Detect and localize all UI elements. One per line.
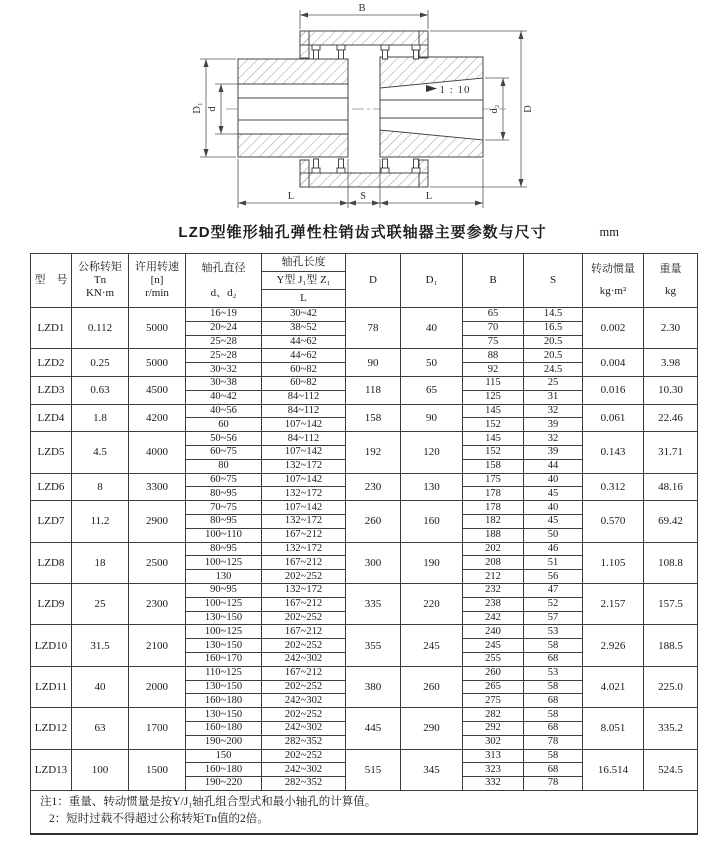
s-cell: 25: [524, 376, 583, 390]
notes-cell: [31, 790, 698, 834]
bore-diameter-cell: 100~110: [186, 528, 262, 542]
spec-table: [30, 253, 698, 835]
weight-cell: 335.2: [644, 708, 698, 749]
inertia-cell: 0.002: [583, 308, 644, 349]
bore-diameter-cell: 130~150: [186, 708, 262, 722]
s-cell: 32: [524, 432, 583, 446]
bore-length-cell: 202~252: [262, 749, 346, 763]
s-cell: 57: [524, 611, 583, 625]
weight-cell: 48.16: [644, 473, 698, 501]
note-1: 注1：重量、转动惯量是按Y/J₁轴孔组合型式和最小轴孔的计算值。: [40, 795, 377, 808]
bore-diameter-cell: 190~200: [186, 735, 262, 749]
bore-length-cell: 107~142: [262, 445, 346, 459]
bore-diameter-cell: 25~28: [186, 349, 262, 363]
bore-diameter-cell: 20~24: [186, 321, 262, 335]
bore-length-cell: 202~252: [262, 570, 346, 584]
table-row: [31, 349, 698, 363]
inertia-cell: 0.061: [583, 404, 644, 432]
model-cell: LZD6: [31, 473, 72, 501]
s-cell: 56: [524, 570, 583, 584]
b-cell: 182: [463, 514, 524, 528]
b-cell: 178: [463, 487, 524, 501]
bore-diameter-cell: 25~28: [186, 335, 262, 349]
bore-diameter-cell: 16~19: [186, 308, 262, 322]
model-cell: LZD4: [31, 404, 72, 432]
d-cell: 300: [346, 542, 401, 583]
model-cell: LZD3: [31, 376, 72, 404]
dim-label-l-left: L: [287, 191, 295, 202]
model-cell: LZD12: [31, 708, 72, 749]
d-cell: 335: [346, 583, 401, 624]
table-row: [31, 404, 698, 418]
weight-cell: 10.30: [644, 376, 698, 404]
b-cell: 115: [463, 376, 524, 390]
b-cell: 240: [463, 625, 524, 639]
table-body: [31, 308, 698, 791]
d1-cell: 220: [401, 583, 463, 624]
table-row: [31, 473, 698, 487]
s-cell: 44: [524, 459, 583, 473]
s-cell: 32: [524, 404, 583, 418]
b-cell: 238: [463, 597, 524, 611]
s-cell: 78: [524, 735, 583, 749]
header-length-l: L: [262, 290, 346, 308]
inertia-cell: 0.312: [583, 473, 644, 501]
torque-cell: 1.8: [72, 404, 129, 432]
bore-length-cell: 202~252: [262, 639, 346, 653]
bore-length-cell: 167~212: [262, 556, 346, 570]
bore-length-cell: 84~112: [262, 432, 346, 446]
b-cell: 92: [463, 363, 524, 377]
s-cell: 68: [524, 763, 583, 777]
bore-length-cell: 202~252: [262, 708, 346, 722]
b-cell: 145: [463, 432, 524, 446]
d-cell: 90: [346, 349, 401, 377]
table-row: [31, 308, 698, 322]
header-bore-length: 轴孔长度: [262, 254, 346, 272]
bore-length-cell: 167~212: [262, 625, 346, 639]
gear-teeth-bottom: [312, 159, 420, 173]
table-row: [31, 625, 698, 639]
table-footer: [31, 790, 698, 834]
torque-cell: 8: [72, 473, 129, 501]
inertia-cell: 0.016: [583, 376, 644, 404]
b-cell: 242: [463, 611, 524, 625]
b-cell: 255: [463, 652, 524, 666]
b-cell: 75: [463, 335, 524, 349]
right-hub-section: [380, 57, 483, 157]
header-speed: 许用转速 [n] r/min: [129, 254, 186, 308]
d1-cell: 50: [401, 349, 463, 377]
bore-diameter-cell: 130~150: [186, 611, 262, 625]
speed-cell: 2900: [129, 501, 186, 542]
header-B: B: [463, 254, 524, 308]
inertia-cell: 0.143: [583, 432, 644, 473]
dim-label-s: S: [360, 191, 366, 202]
b-cell: 175: [463, 473, 524, 487]
s-cell: 58: [524, 749, 583, 763]
bore-length-cell: 38~52: [262, 321, 346, 335]
s-cell: 45: [524, 514, 583, 528]
dim-label-d1: D₁: [192, 102, 203, 114]
s-cell: 50: [524, 528, 583, 542]
inertia-cell: 2.926: [583, 625, 644, 666]
header-D1: D₁: [401, 254, 463, 308]
bore-diameter-cell: 60: [186, 418, 262, 432]
s-cell: 47: [524, 583, 583, 597]
torque-cell: 63: [72, 708, 129, 749]
weight-cell: 108.8: [644, 542, 698, 583]
left-hub-section: [238, 59, 348, 157]
bore-diameter-cell: 80~95: [186, 542, 262, 556]
d-cell: 192: [346, 432, 401, 473]
bore-diameter-cell: 130~150: [186, 680, 262, 694]
weight-cell: 157.5: [644, 583, 698, 624]
d-cell: 380: [346, 666, 401, 707]
speed-cell: 2300: [129, 583, 186, 624]
bore-diameter-cell: 190~220: [186, 777, 262, 791]
bore-length-cell: 60~82: [262, 363, 346, 377]
dim-label-l-right: L: [425, 191, 433, 202]
b-cell: 265: [463, 680, 524, 694]
table-row: [31, 432, 698, 446]
inertia-cell: 8.051: [583, 708, 644, 749]
b-cell: 188: [463, 528, 524, 542]
bore-diameter-cell: 130: [186, 570, 262, 584]
table-row: [31, 376, 698, 390]
header-bore-diameter: 轴孔直径 d、d₂: [186, 254, 262, 308]
model-cell: LZD13: [31, 749, 72, 790]
title-row: [0, 221, 725, 247]
header-torque: 公称转矩 Tn KN·m: [72, 254, 129, 308]
model-cell: LZD11: [31, 666, 72, 707]
bore-diameter-cell: 150: [186, 749, 262, 763]
b-cell: 152: [463, 418, 524, 432]
inertia-cell: 0.570: [583, 501, 644, 542]
bore-length-cell: 132~172: [262, 583, 346, 597]
speed-cell: 4200: [129, 404, 186, 432]
d-cell: 355: [346, 625, 401, 666]
b-cell: 323: [463, 763, 524, 777]
table-row: [31, 666, 698, 680]
torque-cell: 0.25: [72, 349, 129, 377]
bore-length-cell: 282~352: [262, 777, 346, 791]
d1-cell: 160: [401, 501, 463, 542]
d-cell: 260: [346, 501, 401, 542]
header-length-types: Y型 J₁型 Z₁: [262, 272, 346, 290]
s-cell: 14.5: [524, 308, 583, 322]
table-row: [31, 542, 698, 556]
bore-diameter-cell: 80~95: [186, 487, 262, 501]
d1-cell: 65: [401, 376, 463, 404]
bore-diameter-cell: 160~180: [186, 721, 262, 735]
model-cell: LZD5: [31, 432, 72, 473]
dim-label-d: d: [207, 106, 218, 112]
table-row: [31, 749, 698, 763]
d-cell: 118: [346, 376, 401, 404]
bore-diameter-cell: 30~32: [186, 363, 262, 377]
d1-cell: 245: [401, 625, 463, 666]
s-cell: 52: [524, 597, 583, 611]
s-cell: 78: [524, 777, 583, 791]
bore-diameter-cell: 70~75: [186, 501, 262, 515]
bore-length-cell: 44~62: [262, 349, 346, 363]
d-cell: 78: [346, 308, 401, 349]
coupling-drawing: [0, 0, 725, 218]
bore-diameter-cell: 40~42: [186, 390, 262, 404]
s-cell: 20.5: [524, 335, 583, 349]
taper-label: 1 : 10: [439, 84, 471, 96]
model-cell: LZD9: [31, 583, 72, 624]
weight-cell: 225.0: [644, 666, 698, 707]
bore-length-cell: 107~142: [262, 473, 346, 487]
b-cell: 152: [463, 445, 524, 459]
bore-length-cell: 132~172: [262, 514, 346, 528]
s-cell: 53: [524, 625, 583, 639]
bore-length-cell: 167~212: [262, 666, 346, 680]
bore-length-cell: 282~352: [262, 735, 346, 749]
d-cell: 445: [346, 708, 401, 749]
header-inertia: 转动惯量 kg·m²: [583, 254, 644, 308]
bore-length-cell: 242~302: [262, 694, 346, 708]
inertia-cell: 16.514: [583, 749, 644, 790]
s-cell: 58: [524, 639, 583, 653]
speed-cell: 3300: [129, 473, 186, 501]
weight-cell: 2.30: [644, 308, 698, 349]
inertia-cell: 1.105: [583, 542, 644, 583]
bore-length-cell: 202~252: [262, 680, 346, 694]
bore-diameter-cell: 80~95: [186, 514, 262, 528]
model-cell: LZD10: [31, 625, 72, 666]
torque-cell: 31.5: [72, 625, 129, 666]
torque-cell: 0.63: [72, 376, 129, 404]
table-row: [31, 708, 698, 722]
model-cell: LZD8: [31, 542, 72, 583]
b-cell: 332: [463, 777, 524, 791]
speed-cell: 2100: [129, 625, 186, 666]
speed-cell: 2000: [129, 666, 186, 707]
b-cell: 158: [463, 459, 524, 473]
speed-cell: 1500: [129, 749, 186, 790]
b-cell: 292: [463, 721, 524, 735]
bore-length-cell: 167~212: [262, 597, 346, 611]
b-cell: 70: [463, 321, 524, 335]
b-cell: 125: [463, 390, 524, 404]
s-cell: 31: [524, 390, 583, 404]
page-title: LZD型锥形轴孔弹性柱销齿式联轴器主要参数与尺寸: [178, 224, 547, 241]
d1-cell: 40: [401, 308, 463, 349]
bore-diameter-cell: 60~75: [186, 473, 262, 487]
bore-length-cell: 202~252: [262, 611, 346, 625]
torque-cell: 25: [72, 583, 129, 624]
bore-diameter-cell: 100~125: [186, 597, 262, 611]
bore-length-cell: 242~302: [262, 763, 346, 777]
speed-cell: 4500: [129, 376, 186, 404]
weight-cell: 31.71: [644, 432, 698, 473]
bore-diameter-cell: 160~180: [186, 694, 262, 708]
d1-cell: 345: [401, 749, 463, 790]
s-cell: 53: [524, 666, 583, 680]
dim-label-b: B: [358, 3, 366, 14]
s-cell: 45: [524, 487, 583, 501]
s-cell: 68: [524, 694, 583, 708]
s-cell: 68: [524, 652, 583, 666]
b-cell: 260: [463, 666, 524, 680]
s-cell: 68: [524, 721, 583, 735]
bore-length-cell: 30~42: [262, 308, 346, 322]
model-cell: LZD7: [31, 501, 72, 542]
speed-cell: 5000: [129, 349, 186, 377]
d1-cell: 90: [401, 404, 463, 432]
header-weight: 重量 kg: [644, 254, 698, 308]
b-cell: 212: [463, 570, 524, 584]
bore-diameter-cell: 160~170: [186, 652, 262, 666]
bore-length-cell: 132~172: [262, 487, 346, 501]
weight-cell: 188.5: [644, 625, 698, 666]
bore-length-cell: 60~82: [262, 376, 346, 390]
b-cell: 282: [463, 708, 524, 722]
weight-cell: 3.98: [644, 349, 698, 377]
unit-label: mm: [599, 225, 619, 239]
coupling-cross-section: [0, 0, 725, 218]
inertia-cell: 0.004: [583, 349, 644, 377]
model-cell: LZD2: [31, 349, 72, 377]
bore-length-cell: 107~142: [262, 501, 346, 515]
inertia-cell: 2.157: [583, 583, 644, 624]
s-cell: 40: [524, 473, 583, 487]
table-row: [31, 583, 698, 597]
torque-cell: 18: [72, 542, 129, 583]
bore-length-cell: 242~302: [262, 652, 346, 666]
inertia-cell: 4.021: [583, 666, 644, 707]
bore-length-cell: 107~142: [262, 418, 346, 432]
torque-cell: 11.2: [72, 501, 129, 542]
dim-label-d-outer: D: [523, 105, 534, 113]
b-cell: 313: [463, 749, 524, 763]
bore-length-cell: 44~62: [262, 335, 346, 349]
bore-diameter-cell: 160~180: [186, 763, 262, 777]
b-cell: 178: [463, 501, 524, 515]
torque-cell: 40: [72, 666, 129, 707]
bore-diameter-cell: 130~150: [186, 639, 262, 653]
d1-cell: 120: [401, 432, 463, 473]
s-cell: 46: [524, 542, 583, 556]
speed-cell: 4000: [129, 432, 186, 473]
s-cell: 16.5: [524, 321, 583, 335]
bore-length-cell: 242~302: [262, 721, 346, 735]
s-cell: 40: [524, 501, 583, 515]
s-cell: 24.5: [524, 363, 583, 377]
s-cell: 58: [524, 680, 583, 694]
d-cell: 230: [346, 473, 401, 501]
bore-length-cell: 84~112: [262, 404, 346, 418]
b-cell: 275: [463, 694, 524, 708]
s-cell: 20.5: [524, 349, 583, 363]
b-cell: 65: [463, 308, 524, 322]
bore-length-cell: 132~172: [262, 459, 346, 473]
bore-diameter-cell: 30~38: [186, 376, 262, 390]
d1-cell: 290: [401, 708, 463, 749]
s-cell: 58: [524, 708, 583, 722]
b-cell: 145: [463, 404, 524, 418]
header-model: 型 号: [31, 254, 72, 308]
torque-cell: 100: [72, 749, 129, 790]
speed-cell: 2500: [129, 542, 186, 583]
bore-diameter-cell: 80: [186, 459, 262, 473]
header-D: D: [346, 254, 401, 308]
d1-cell: 130: [401, 473, 463, 501]
bore-diameter-cell: 60~75: [186, 445, 262, 459]
b-cell: 208: [463, 556, 524, 570]
d-cell: 158: [346, 404, 401, 432]
bore-diameter-cell: 110~125: [186, 666, 262, 680]
bore-diameter-cell: 90~95: [186, 583, 262, 597]
bore-length-cell: 167~212: [262, 528, 346, 542]
table-row: [31, 501, 698, 515]
bore-length-cell: 132~172: [262, 542, 346, 556]
weight-cell: 524.5: [644, 749, 698, 790]
torque-cell: 0.112: [72, 308, 129, 349]
note-2: 2：短时过载不得超过公称转矩Tn值的2倍。: [49, 812, 269, 825]
bore-diameter-cell: 100~125: [186, 625, 262, 639]
bore-diameter-cell: 50~56: [186, 432, 262, 446]
table-header: [31, 254, 698, 308]
d1-cell: 260: [401, 666, 463, 707]
bore-length-cell: 84~112: [262, 390, 346, 404]
b-cell: 232: [463, 583, 524, 597]
b-cell: 302: [463, 735, 524, 749]
dimension-d1: [200, 59, 236, 157]
s-cell: 39: [524, 418, 583, 432]
s-cell: 39: [524, 445, 583, 459]
weight-cell: 22.46: [644, 404, 698, 432]
weight-cell: 69.42: [644, 501, 698, 542]
s-cell: 51: [524, 556, 583, 570]
header-S: S: [524, 254, 583, 308]
bore-diameter-cell: 40~56: [186, 404, 262, 418]
model-cell: LZD1: [31, 308, 72, 349]
speed-cell: 1700: [129, 708, 186, 749]
b-cell: 88: [463, 349, 524, 363]
bore-diameter-cell: 100~125: [186, 556, 262, 570]
d1-cell: 190: [401, 542, 463, 583]
speed-cell: 5000: [129, 308, 186, 349]
b-cell: 245: [463, 639, 524, 653]
d-cell: 515: [346, 749, 401, 790]
torque-cell: 4.5: [72, 432, 129, 473]
b-cell: 202: [463, 542, 524, 556]
dim-label-d2: d₂: [489, 104, 500, 114]
